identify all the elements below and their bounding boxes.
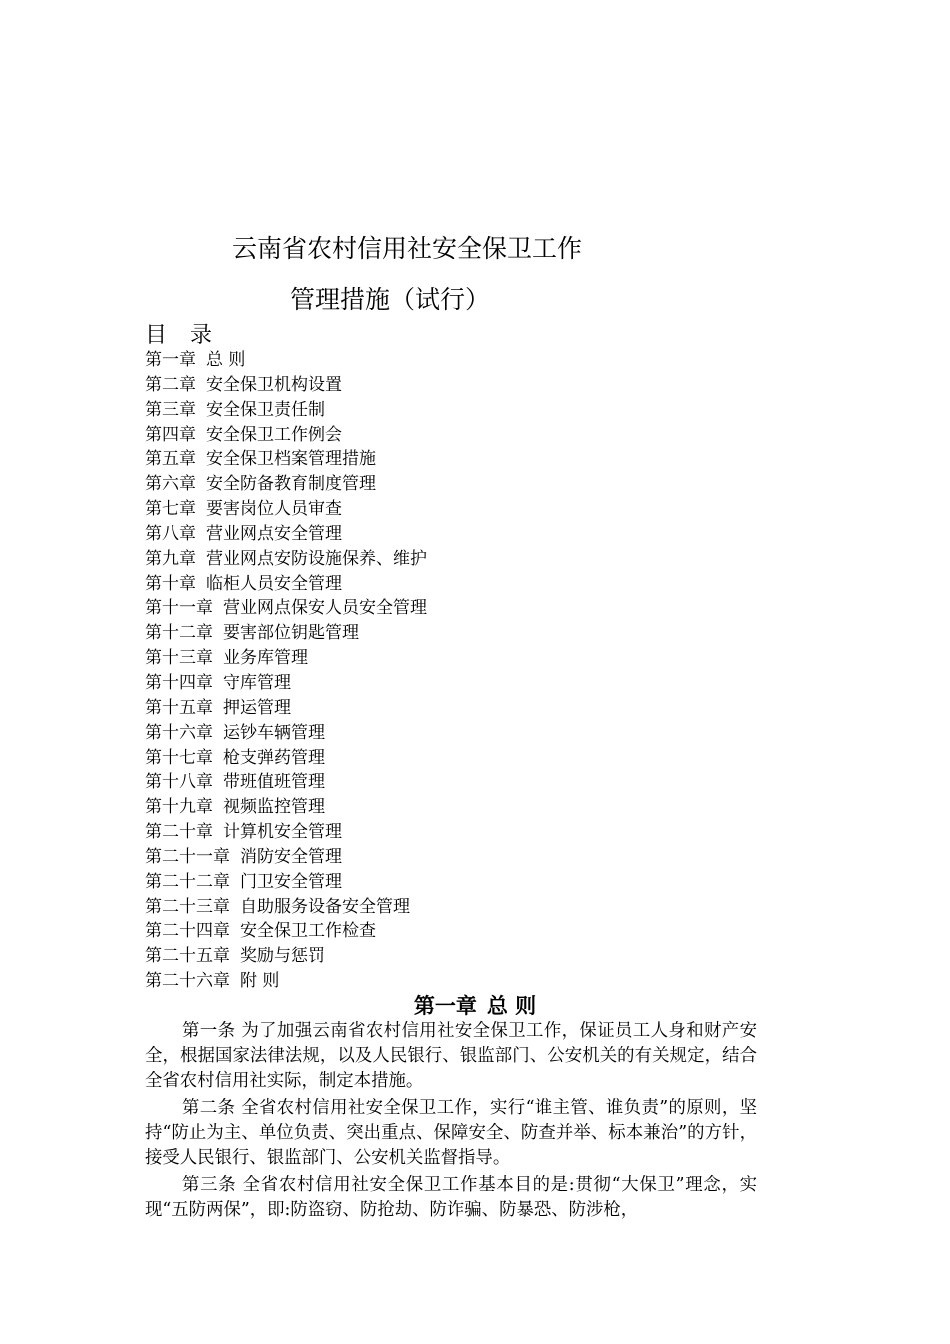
toc-entry (145, 522, 427, 547)
toc-entry (145, 820, 427, 845)
toc-entry (145, 944, 427, 969)
toc-entry-title: 安全保卫责任制 (206, 399, 325, 420)
toc-entry (145, 497, 427, 522)
toc-entry-title: 消防安全管理 (240, 846, 342, 867)
chapter-1-heading (0, 992, 950, 1020)
toc-entry-title: 运钞车辆管理 (223, 722, 325, 743)
toc-entry-number: 第十三章 (145, 648, 213, 669)
toc-entry-title: 要害岗位人员审查 (206, 499, 342, 520)
toc-entry-number: 第十五章 (145, 697, 213, 718)
toc-entry-title: 业务库管理 (223, 648, 308, 669)
toc-entry-number: 第二十五章 (145, 946, 230, 967)
toc-entry-title: 安全保卫机构设置 (206, 374, 342, 395)
toc-entry-title: 总 则 (206, 350, 246, 370)
toc-entry-number: 第二十章 (145, 822, 213, 843)
toc-entry-number: 第十六章 (145, 722, 213, 743)
chapter-1-body (145, 1019, 757, 1225)
toc-entry-title: 安全保卫档案管理措施 (206, 449, 376, 470)
chapter-1-title: 总 则 (486, 994, 537, 1018)
toc-entry-number: 第四章 (145, 424, 196, 445)
toc-entry-title: 带班值班管理 (223, 772, 325, 793)
toc-entry-title: 视频监控管理 (223, 797, 325, 818)
toc-entry (145, 398, 427, 423)
toc-entry (145, 969, 427, 994)
toc-entry-number: 第十七章 (145, 747, 213, 768)
toc-entry-number: 第十一章 (145, 598, 213, 619)
toc-entry (145, 572, 427, 597)
toc-entry-title: 自助服务设备安全管理 (240, 896, 410, 917)
toc-entry (145, 795, 427, 820)
toc-entry (145, 373, 427, 398)
toc-entry-title: 奖励与惩罚 (240, 946, 325, 967)
table-of-contents (145, 348, 427, 994)
toc-entry-title: 安全防备教育制度管理 (206, 474, 376, 495)
toc-entry-number: 第二十六章 (145, 971, 230, 992)
toc-entry-number: 第二十二章 (145, 871, 230, 892)
toc-entry-number: 第五章 (145, 449, 196, 470)
toc-entry (145, 895, 427, 920)
toc-entry (145, 621, 427, 646)
toc-entry-number: 第二章 (145, 374, 196, 395)
toc-entry (145, 547, 427, 572)
toc-entry-title: 枪支弹药管理 (223, 747, 325, 768)
toc-entry-title: 计算机安全管理 (223, 822, 342, 843)
toc-entry-number: 第三章 (145, 399, 196, 420)
toc-entry-title: 押运管理 (223, 697, 291, 718)
toc-entry-title: 临柜人员安全管理 (206, 573, 342, 594)
article-paragraph: 第二条 全省农村信用社安全保卫工作，实行“谁主管、谁负责”的原则，坚持“防止为主、单位负责、突出重点、保障安全、防查并举、标本兼治”的方针，接受人民银行、银监部门、公安机关监督指导。 (145, 1098, 757, 1168)
toc-entry-number: 第二十四章 (145, 921, 230, 942)
toc-entry-title: 附 则 (240, 971, 280, 992)
toc-entry (145, 770, 427, 795)
toc-entry (145, 671, 427, 696)
toc-entry-title: 安全保卫工作检查 (240, 921, 376, 942)
toc-entry-number: 第二十三章 (145, 896, 230, 917)
toc-entry (145, 870, 427, 895)
toc-entry (145, 348, 427, 373)
toc-entry-number: 第十八章 (145, 772, 213, 793)
toc-entry-title: 守库管理 (223, 672, 291, 693)
toc-entry-title: 门卫安全管理 (240, 871, 342, 892)
toc-entry (145, 472, 427, 497)
document-title-line-1: 云南省农村信用社安全保卫工作 (232, 234, 583, 263)
toc-entry-number: 第七章 (145, 499, 196, 520)
toc-entry (145, 845, 427, 870)
toc-entry (145, 746, 427, 771)
toc-entry-title: 营业网点保安人员安全管理 (223, 598, 427, 619)
toc-entry-number: 第一章 (145, 350, 196, 370)
toc-entry (145, 696, 427, 721)
article-paragraph: 第三条 全省农村信用社安全保卫工作基本目的是:贯彻“大保卫”理念，实现“五防两保”，即:防盗窃、防抢劫、防诈骗、防暴恐、防涉枪， (145, 1175, 757, 1220)
toc-entry-title: 要害部位钥匙管理 (223, 623, 359, 644)
article-paragraph: 第一条 为了加强云南省农村信用社安全保卫工作，保证员工人身和财产安全，根据国家法律法规，以及人民银行、银监部门、公安机关的有关规定，结合全省农村信用社实际，制定本措施。 (145, 1021, 757, 1091)
toc-entry-number: 第二十一章 (145, 846, 230, 867)
toc-entry-number: 第十九章 (145, 797, 213, 818)
toc-entry (145, 721, 427, 746)
toc-entry-title: 营业网点安防设施保养、维护 (206, 548, 427, 569)
toc-entry-title: 营业网点安全管理 (206, 523, 342, 544)
chapter-1-number: 第一章 (413, 994, 477, 1018)
toc-entry-number: 第六章 (145, 474, 196, 495)
toc-entry-number: 第九章 (145, 548, 196, 569)
toc-entry-title: 安全保卫工作例会 (206, 424, 342, 445)
toc-entry-number: 第十章 (145, 573, 196, 594)
toc-entry-number: 第八章 (145, 523, 196, 544)
toc-entry (145, 646, 427, 671)
toc-heading: 目 录 (145, 323, 220, 348)
toc-entry (145, 447, 427, 472)
toc-entry (145, 596, 427, 621)
toc-entry-number: 第十二章 (145, 623, 213, 644)
toc-entry (145, 423, 427, 448)
toc-entry-number: 第十四章 (145, 672, 213, 693)
document-title-line-2: 管理措施（试行） (290, 285, 491, 314)
toc-entry (145, 919, 427, 944)
